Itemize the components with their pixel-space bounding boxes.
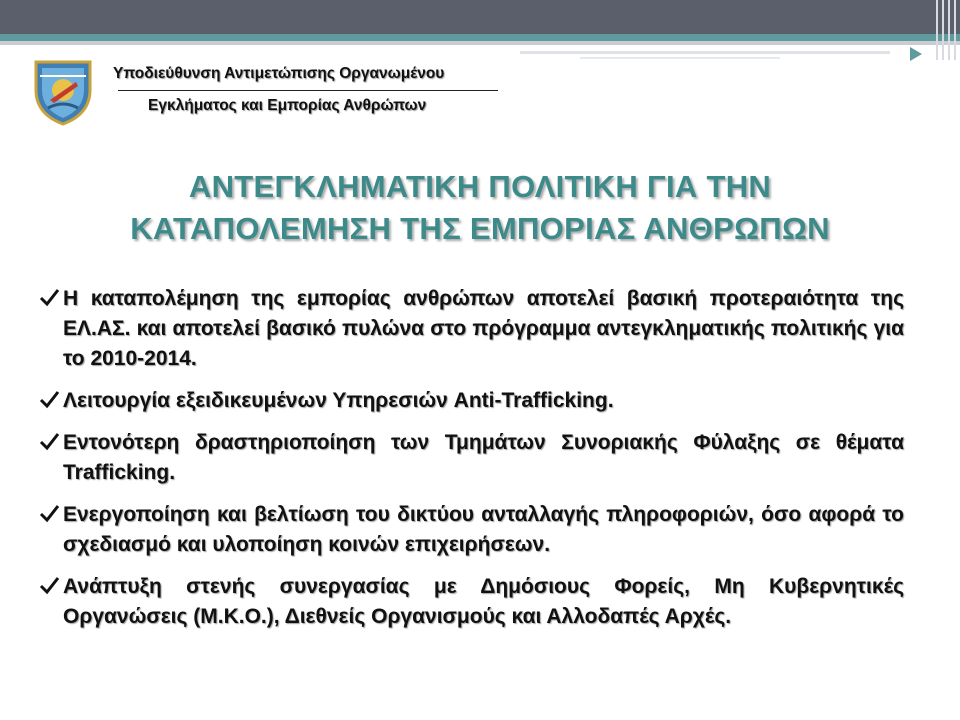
bullet-text: Η καταπολέμηση της εμπορίας ανθρώπων αποτελεί βασική προτεραιότητα της ΕΛ.ΑΣ. και αποτελεί βασικό πυλώνα στο πρόγραμμα αντεγκληματικής πολιτικής για το 2010-2014. [63, 287, 904, 370]
arrow-icon [910, 47, 922, 61]
police-emblem-icon [28, 56, 98, 128]
bullet-item [38, 386, 904, 416]
bullet-item [38, 428, 904, 488]
bullet-item [38, 284, 904, 374]
checkmark-icon [38, 430, 60, 452]
slide-title-line-1: ΑΝΤΕΓΚΛΗΜΑΤΙΚΗ ΠΟΛΙΤΙΚΗ ΓΙΑ ΤΗΝ [188, 169, 772, 204]
header-divider [118, 90, 498, 91]
checkmark-icon [38, 286, 60, 308]
checkmark-icon [38, 502, 60, 524]
checkmark-icon [38, 388, 60, 410]
bullet-list [38, 284, 904, 644]
bullet-item [38, 572, 904, 632]
top-bar [0, 0, 960, 34]
decorative-line [520, 51, 890, 54]
accent-bar [0, 34, 960, 41]
bullet-item [38, 500, 904, 560]
grey-bar [0, 41, 960, 45]
header-line-2: Εγκλήματος και Εμπορίας Ανθρώπων [148, 97, 427, 114]
bullet-text: Εντονότερη δραστηριοποίηση των Τμημάτων Συνοριακής Φύλαξης σε θέματα Trafficking. [63, 431, 904, 484]
slide-title-line-2: ΚΑΤΑΠΟΛΕΜΗΣΗ ΤΗΣ ΕΜΠΟΡΙΑΣ ΑΝΘΡΩΠΩΝ [130, 211, 830, 246]
bullet-text: Λειτουργία εξειδικευμένων Υπηρεσιών Anti-Trafficking. [63, 389, 614, 412]
bullet-text: Ανάπτυξη στενής συνεργασίας με Δημόσιους Φορείς, Μη Κυβερνητικές Οργανώσεις (Μ.Κ.Ο.), Διεθνείς Οργανισμούς και Αλλοδαπές Αρχές. [63, 575, 904, 628]
bullet-text: Ενεργοποίηση και βελτίωση του δικτύου ανταλλαγής πληροφοριών, όσο αφορά το σχεδιασμό και υλοποίηση κοινών επιχειρήσεων. [63, 503, 904, 556]
header-line-1: Υποδιεύθυνση Αντιμετώπισης Οργανωμένου [113, 65, 445, 82]
decorative-line [580, 57, 780, 59]
slide-title [0, 166, 960, 250]
checkmark-icon [38, 574, 60, 596]
decorative-stripes [930, 0, 960, 60]
